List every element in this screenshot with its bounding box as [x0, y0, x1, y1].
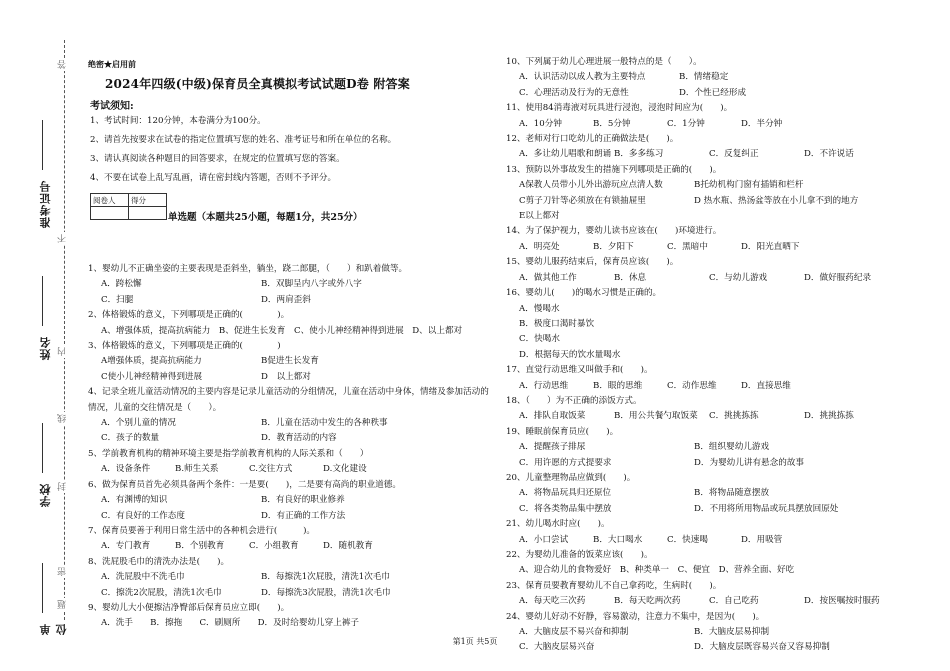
- question-option: D．有正确的工作方法: [261, 510, 346, 521]
- question-stem: 19、睡眠前保育员应( )。: [506, 426, 619, 437]
- question-stem: 11、使用84消毒液对玩具进行浸泡，浸泡时间应为( )。: [506, 103, 733, 114]
- question-option: D．不许说话: [804, 149, 854, 160]
- option-row: [88, 462, 493, 477]
- question-option: B．5分钟: [593, 118, 631, 129]
- seal-line-char: 内: [58, 347, 68, 356]
- question-option: C剪子刀针等必须放在有锁抽屉里: [519, 195, 646, 206]
- question-option: C．孩子的数量: [101, 433, 160, 444]
- question-option: D.文化建设: [323, 464, 367, 475]
- question-stem: 2、体格锻炼的意义，下列哪项是正确的( )。: [88, 310, 290, 321]
- option-row: [506, 502, 936, 517]
- option-row: [506, 379, 936, 394]
- question-stem: 3、体格锻炼的意义，下列哪项是正确的( ): [88, 341, 281, 352]
- question-option: D．为婴幼儿讲有悬念的故事: [694, 457, 805, 468]
- notice-heading: 考试须知:: [90, 101, 134, 112]
- question-option: A．明亮处: [519, 241, 560, 252]
- question-option: A．认识活动以成人教为主要特点: [519, 72, 646, 83]
- option-row: [506, 240, 936, 255]
- reviewer-cell[interactable]: [91, 207, 129, 220]
- option-row: [88, 570, 493, 585]
- question-option: B托幼机构门窗有插销和栏杆: [694, 180, 804, 191]
- option-row: [88, 370, 493, 385]
- question-stem: 21、幼儿喝水时应( )。: [506, 519, 610, 530]
- option-row: [506, 594, 936, 609]
- question-option: A．设备条件: [101, 464, 151, 475]
- questions-left-column: [88, 262, 493, 632]
- question-option: B．极度口渴时暴饮: [519, 318, 595, 329]
- option-row: [506, 194, 936, 209]
- question-option: C．小组教育: [249, 541, 299, 552]
- question-option: A、增强体质，提高抗病能力 B、促进生长发育 C、使小儿神经精神得到进展 D、以上都对: [101, 325, 463, 336]
- notice-item: 4、不要在试卷上乱写乱画，请在密封线内答题，否则不予评分。: [90, 173, 337, 183]
- question-stem: 5、学前教育机构的精神环境主要是指学前教育机构的人际关系和（ ）: [88, 448, 369, 459]
- reviewer-label: 阅卷人: [91, 194, 129, 207]
- question-option: E以上都对: [519, 211, 560, 222]
- binding-field-label: 姓名: [39, 336, 52, 360]
- question-option: C．快速喝: [667, 534, 708, 545]
- option-row: [506, 486, 936, 501]
- question-option: C．1分钟: [667, 118, 705, 129]
- question-option: D．随机教育: [323, 541, 373, 552]
- question-option: C．与幼儿游戏: [709, 272, 768, 283]
- option-row: [506, 178, 936, 193]
- seal-line-char: 答: [58, 60, 68, 69]
- option-row: [506, 117, 936, 132]
- question-option: C使小儿神经精神得到进展: [101, 371, 203, 382]
- option-row: [506, 147, 936, 162]
- question-option: A．个别儿童的情况: [101, 418, 176, 429]
- question-option: C．擦洗2次屁股，清洗1次毛巾: [101, 587, 222, 598]
- question-stem: 15、婴幼儿服药结束后，保育员应该( )。: [506, 257, 679, 268]
- binding-field-label: 单位: [39, 623, 68, 635]
- question-option: B．双脚呈内八字或外八字: [261, 279, 362, 290]
- question-stem: 8、洗屁股毛巾的清洗办法是( )。: [88, 556, 230, 567]
- question-option: B．个别教育: [175, 541, 225, 552]
- option-row: [88, 277, 493, 292]
- binding-field-blank[interactable]: [42, 276, 43, 326]
- question-option: A．大脑皮层不易兴奋和抑制: [519, 627, 629, 638]
- score-cell[interactable]: [129, 207, 167, 220]
- question-option: B．有良好的职业修养: [261, 495, 345, 506]
- notice-list: [90, 112, 490, 188]
- seal-line-char: 密: [58, 567, 68, 576]
- question-option: B．多多练习: [614, 149, 664, 160]
- question-option: C.交往方式: [249, 464, 293, 475]
- seal-line-char: 封: [58, 482, 68, 491]
- question-option: D．直接思维: [741, 380, 791, 391]
- option-row: [88, 293, 493, 308]
- question-option: C．心理活动及行为的无意性: [519, 87, 629, 98]
- question-option: A、迎合幼儿的食物爱好 B、种类单一 C、便宜 D、营养全面、好吃: [519, 565, 795, 576]
- question-option: C．将各类物品集中摆放: [519, 503, 612, 514]
- notice-item: 2、请首先按要求在试卷的指定位置填写您的姓名、准考证号和所在单位的名称。: [90, 135, 397, 145]
- questions-right-column: [506, 55, 936, 656]
- question-option: B．休息: [614, 272, 647, 283]
- question-option: C．反复纠正: [709, 149, 759, 160]
- question-stem: 23、保育员要教育婴幼儿不自己拿药吃，生病时( )。: [506, 580, 722, 591]
- question-stem: 4、记录全班儿童活动情况的主要内容是记录儿童活动的分组情况，儿童在活动中身体，情绪及参加活动的情况，儿童的交往情况是（ ）。: [88, 387, 489, 413]
- question-option: B.师生关系: [175, 464, 219, 475]
- question-option: D．阳光直晒下: [741, 241, 800, 252]
- option-row: [88, 416, 493, 431]
- seal-line-char: 不: [58, 234, 68, 243]
- question-option: C．扫腿: [101, 294, 134, 305]
- option-row: [88, 539, 493, 554]
- question-option: B．用公共餐勺取饭菜: [614, 411, 698, 422]
- option-row: [506, 409, 936, 424]
- option-row: [506, 86, 936, 101]
- binding-field-blank[interactable]: [42, 423, 43, 473]
- question-option: C．自己吃药: [709, 596, 759, 607]
- binding-margin: [12, 40, 82, 635]
- option-row: [506, 440, 936, 455]
- question-option: B．组织婴幼儿游戏: [694, 442, 770, 453]
- question-option: B．每天吃两次药: [614, 596, 681, 607]
- question-option: A．将物品玩具归还原位: [519, 488, 612, 499]
- question-option: D．不用将所用物品或玩具摆放回原处: [694, 503, 839, 514]
- score-label: 得分: [129, 194, 167, 207]
- question-option: A．多让幼儿唱歌和朗诵: [519, 149, 612, 160]
- binding-field-blank[interactable]: [42, 120, 43, 170]
- notice-item: 3、请认真阅读各种题目的回答要求，在规定的位置填写您的答案。: [90, 154, 345, 164]
- question-stem: 12、老师对行口吃幼儿的正确做法是( )。: [506, 134, 679, 145]
- question-option: D．根据每天的饮水量喝水: [519, 349, 621, 360]
- question-option: C．大脑皮层易兴奋: [519, 642, 595, 653]
- question-option: B．大口喝水: [593, 534, 643, 545]
- question-option: B．将物品随意摆放: [694, 488, 770, 499]
- seal-line: [64, 40, 65, 620]
- question-option: C．快喝水: [519, 334, 560, 345]
- notice-item: 1、考试时间：120分钟，本卷满分为100分。: [90, 116, 266, 126]
- secret-mark: 绝密★启用前: [88, 59, 136, 69]
- option-row: [88, 354, 493, 369]
- question-stem: 10、下列属于幼儿心理进展一般特点的是（ ）。: [506, 57, 702, 67]
- question-option: A．做其他工作: [519, 272, 577, 283]
- question-option: D．挑挑拣拣: [804, 411, 854, 422]
- question-option: B．眼的思维: [593, 380, 643, 391]
- option-row: [88, 586, 493, 601]
- question-option: B．每擦洗1次屁股，清洗1次毛巾: [261, 572, 390, 583]
- option-row: [506, 209, 936, 224]
- question-stem: 17、直觉行动思维又叫做手和( )。: [506, 365, 653, 376]
- question-option: A．洗手 B．擦拖 C．刷厕所 D．及时给婴幼儿穿上裤子: [101, 618, 360, 629]
- option-row: [506, 271, 936, 286]
- question-option: A．提醒孩子排尿: [519, 442, 586, 453]
- question-option: D 以上都对: [261, 371, 311, 382]
- question-stem: 1、婴幼儿不正确坐姿的主要表现是歪斜坐，躺坐，跷二郎腿，（ ）和趴着做等。: [88, 264, 408, 274]
- question-stem: 14、为了保护视力，婴幼儿读书应该在( )环境进行。: [506, 226, 722, 237]
- question-stem: 7、保育员要善于利用日常生活中的各种机会进行( )。: [88, 525, 316, 536]
- question-option: D．大脑皮层既容易兴奋又容易抑制: [694, 642, 830, 653]
- question-option: D．教育活动的内容: [261, 433, 337, 444]
- question-option: A．小口尝试: [519, 534, 569, 545]
- question-option: D．做好服药纪录: [804, 272, 872, 283]
- question-option: D．按医嘱按时服药: [804, 596, 880, 607]
- option-row: [506, 533, 936, 548]
- binding-field-label: 准考证号: [39, 180, 52, 228]
- question-stem: 13、预防以外事故发生的措施下列哪项是正确的( )。: [506, 164, 722, 175]
- question-stem: 18、（ ）为不正确的添饭方式。: [506, 395, 642, 406]
- option-row: [88, 493, 493, 508]
- question-option: D．半分钟: [741, 118, 783, 129]
- page-footer: 第1页 共5页: [452, 637, 498, 646]
- question-option: B．儿童在活动中发生的各种秩事: [261, 418, 388, 429]
- question-option: B．夕阳下: [593, 241, 634, 252]
- option-row: [506, 70, 936, 85]
- question-option: D．个性已经形成: [679, 87, 747, 98]
- question-option: D．用吸管: [741, 534, 783, 545]
- question-option: A．洗屁股中不洗毛巾: [101, 572, 185, 583]
- seal-line-char: 题: [58, 600, 68, 609]
- binding-field-label: 学校: [39, 483, 52, 507]
- question-stem: 24、婴幼儿好动不好静，容易激动，注意力不集中，是因为( )。: [506, 611, 765, 622]
- question-option: A．排队自取饭菜: [519, 411, 586, 422]
- question-option: C．用许愿的方式提要求: [519, 457, 612, 468]
- question-stem: 6、做为保育员首先必须具备两个条件：一是要( )，二是要有高尚的职业道德。: [88, 479, 401, 490]
- exam-title: 2024年四级(中级)保育员全真模拟考试试题D卷 附答案: [105, 77, 410, 91]
- question-option: B．情绪稳定: [679, 72, 729, 83]
- question-option: C．动作思维: [667, 380, 717, 391]
- question-option: D 热水瓶、热汤盆等放在小儿拿不到的地方: [694, 195, 859, 206]
- question-option: A．慢喝水: [519, 303, 560, 314]
- question-stem: 22、为婴幼儿准备的饭菜应该( )。: [506, 550, 653, 560]
- question-option: D．两肩歪斜: [261, 294, 311, 305]
- question-option: B．大脑皮层易抑制: [694, 627, 770, 638]
- option-row: [506, 456, 936, 471]
- question-option: C．挑挑拣拣: [709, 411, 759, 422]
- question-option: C．黑暗中: [667, 241, 708, 252]
- question-option: A．专门教育: [101, 541, 151, 552]
- binding-field-blank[interactable]: [42, 563, 43, 613]
- question-option: A保教人员带小儿外出游玩应点清人数: [519, 180, 663, 191]
- question-stem: 9、婴幼儿大小便擦洁净臀部后保育员应立即( )。: [88, 602, 290, 613]
- question-option: A增强体质，提高抗病能力: [101, 356, 202, 367]
- score-box: [90, 193, 167, 220]
- question-option: A．行动思维: [519, 380, 569, 391]
- question-option: C．有良好的工作态度: [101, 510, 185, 521]
- question-stem: 20、儿童整理物品应做到( )。: [506, 472, 636, 483]
- seal-line-char: 线: [58, 414, 68, 423]
- question-stem: 16、婴幼儿( )的喝水习惯是正确的。: [506, 288, 662, 299]
- option-row: [88, 509, 493, 524]
- question-option: B促进生长发育: [261, 356, 319, 367]
- question-option: D．每擦洗3次屁股，清洗1次毛巾: [261, 587, 391, 598]
- section-title: 单选题（本题共25小题，每题1分，共25分）: [168, 212, 363, 223]
- question-option: A．跨松懈: [101, 279, 142, 290]
- option-row: [88, 431, 493, 446]
- question-option: A．有渊博的知识: [101, 495, 168, 506]
- question-option: A．每天吃三次药: [519, 596, 586, 607]
- question-option: A．10分钟: [519, 118, 562, 129]
